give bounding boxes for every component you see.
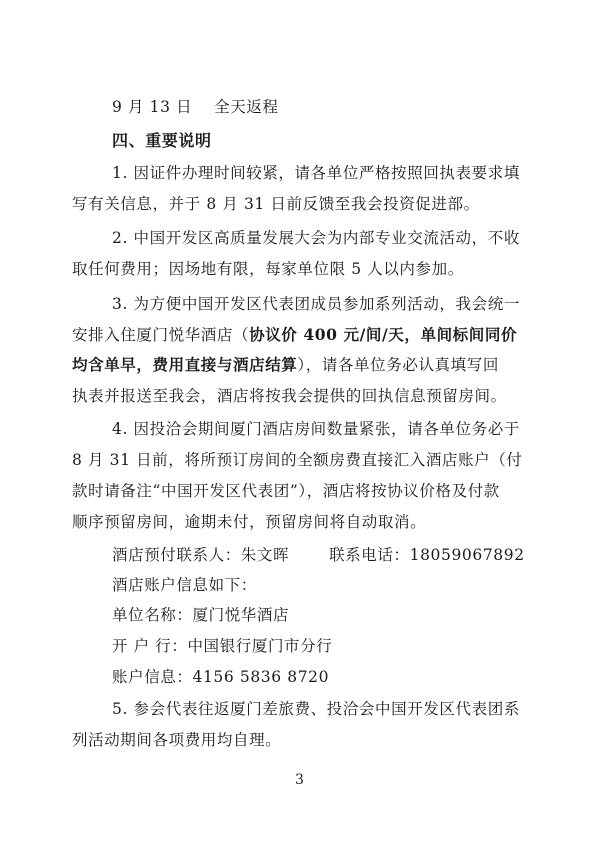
schedule-text: 全天返程 (214, 98, 279, 116)
account-heading: 酒店账户信息如下： (112, 576, 257, 594)
paragraph-4-line-3: 款时请备注“中国开发区代表团”），酒店将按协议价格及付款 (72, 482, 500, 500)
paragraph-2-line-2: 取任何费用；因场地有限，每家单位限 5 人以内参加。 (72, 260, 464, 278)
contact-phone: 联系电话：18059067892 (329, 546, 525, 564)
breakfast-settlement-text: 均含单早，费用直接与酒店结算 (72, 355, 298, 374)
paragraph-4-line-4: 顺序预留房间，逾期未付，预留房间将自动取消。 (72, 513, 427, 531)
contact-person: 酒店预付联系人：朱文晖 (112, 546, 290, 564)
section-heading: 四、重要说明 (112, 131, 212, 150)
account-number: 账户信息：4156 5836 8720 (112, 668, 330, 686)
paragraph-3-line-2-text: 安排入住厦门悦华酒店（ (72, 326, 250, 344)
agreement-price-text: 协议价 400 元/间/天，单间标间同价 (249, 325, 518, 344)
account-name: 单位名称：厦门悦华酒店 (112, 606, 290, 624)
paragraph-5-line-1: 5. 参会代表往返厦门差旅费、投洽会中国开发区代表团系 (112, 700, 520, 718)
paragraph-2-line-1: 2. 中国开发区高质量发展大会为内部专业交流活动，不收 (112, 229, 520, 247)
paragraph-1-line-2: 写有关信息，并于 8 月 31 日前反馈至我会投资促进部。 (72, 195, 480, 213)
paragraph-4-line-2: 8 月 31 日前，将所预订房间的全额房费直接汇入酒店账户（付 (72, 451, 523, 469)
contact-line (112, 545, 525, 565)
paragraph-3-line-3 (72, 355, 499, 375)
paragraph-3-line-4: 执表并报送至我会，酒店将按我会提供的回执信息预留房间。 (72, 387, 507, 405)
schedule-line (112, 97, 279, 117)
paragraph-5-line-2: 列活动期间各项费用均自理。 (72, 731, 282, 749)
page-number: 3 (295, 772, 304, 788)
paragraph-4-line-1: 4. 因投洽会期间厦门酒店房间数量紧张，请各单位务必于 (112, 420, 520, 438)
paragraph-3-line-3-text: ），请各单位务必认真填写回 (297, 356, 499, 374)
account-bank: 开 户 行：中国银行厦门市分行 (112, 637, 333, 655)
paragraph-1-line-1: 1. 因证件办理时间较紧，请各单位严格按照回执表要求填 (112, 164, 520, 182)
paragraph-3-line-1: 3. 为方便中国开发区代表团成员参加系列活动，我会统一 (112, 295, 520, 313)
paragraph-3-line-2 (72, 325, 517, 345)
schedule-date: 9 月 13 日 (112, 98, 193, 116)
